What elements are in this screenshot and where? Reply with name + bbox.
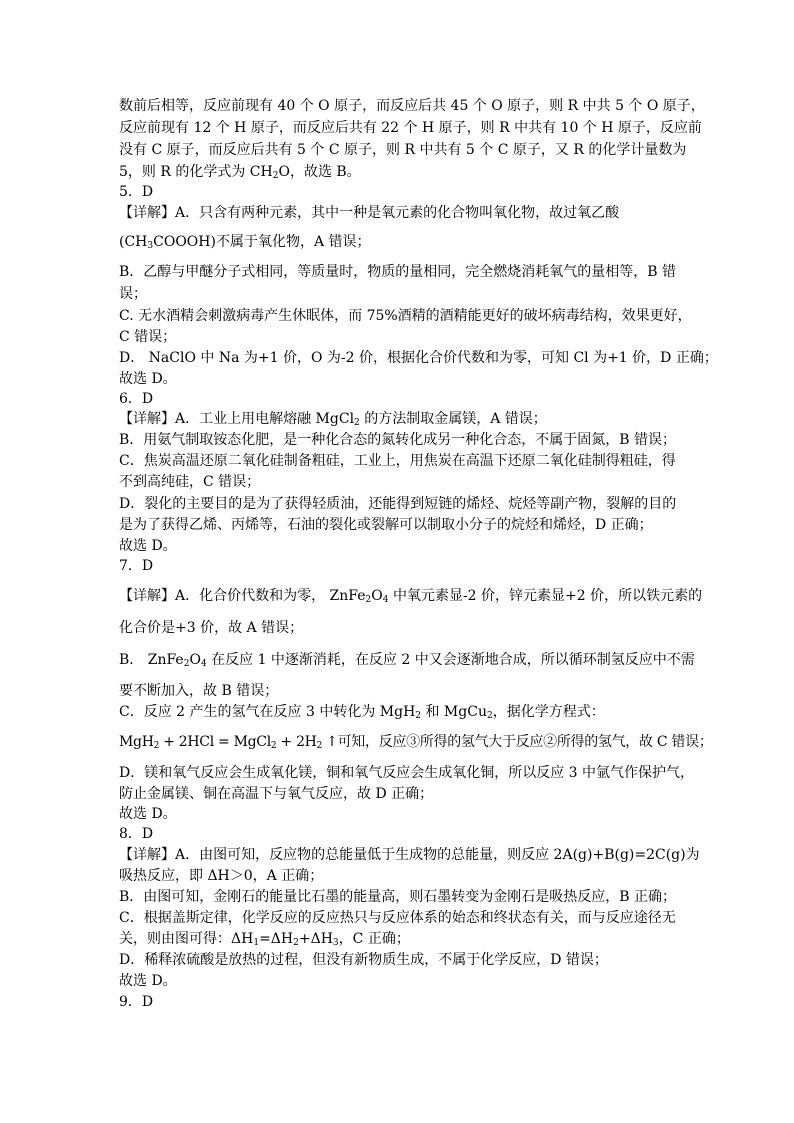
- text-line: 要不断加入，故 B 错误；: [119, 683, 279, 699]
- text-run: + 2HCl = MgCl: [159, 734, 271, 750]
- text-line: 反应前现有 12 个 H 原子，而反应后共有 22 个 H 原子，则 R 中共有 10 个 H 原子，反应前: [119, 120, 702, 136]
- subscript: 2: [365, 595, 372, 605]
- subscript: 2: [293, 938, 299, 948]
- text-line: 故选 D。: [119, 371, 177, 387]
- text-line: D．裂化的主要目的是为了获得轻质油，还能得到短链的烯烃、烷烃等副产物，裂解的目的: [119, 496, 677, 512]
- subscript: 2: [153, 741, 160, 751]
- text-line: [119, 931, 689, 947]
- subscript: 4: [200, 659, 207, 669]
- text-run: ↑可知，反应③所得的氢气大于反应②所得的氢气，故 C 错误；: [322, 734, 713, 750]
- text-line: C. 无水酒精会刺激病毒产生休眠体，而 75%酒精的酒精能更好的破坏病毒结构，效果更好，: [119, 308, 692, 324]
- text-run: +ΔH: [298, 931, 333, 947]
- text-line: B．用氨气制取铵态化肥，是一种化合态的氮转化成另一种化合态，不属于固氮，B 错误；: [119, 432, 677, 448]
- text-line: 【详解】A．由图可知，反应物的总能量低于生成物的总能量，则反应 2A(g)+B(g)=2C(g)为: [119, 847, 700, 863]
- subscript: 2: [486, 711, 493, 721]
- text-line: D．镁和氧气反应会生成氧化镁，铜和氧气反应会生成氧化铜，所以反应 3 中氩气作保护气，: [119, 765, 695, 781]
- text-run: MgH: [119, 734, 154, 750]
- answer-number: 5．D: [119, 184, 154, 200]
- subscript: 3: [332, 938, 339, 948]
- text-run: 和 MgCu: [421, 704, 487, 720]
- text-line: B．由图可知，金刚石的能量比石墨的能量高，则石墨转变为金刚石是吸热反应，B 正确；: [119, 889, 677, 905]
- text-line: 故选 D。: [119, 973, 177, 989]
- answer-number: 7．D: [119, 558, 154, 574]
- text-line: [119, 652, 695, 669]
- text-line: C．焦炭高温还原二氧化硅制备粗硅，工业上，用焦炭在高温下还原二氧化硅制得粗硅，得: [119, 453, 676, 469]
- text-line: 故选 D。: [119, 538, 177, 554]
- answer-number: 9．D: [119, 994, 154, 1010]
- answer-number: 6．D: [119, 391, 154, 407]
- text-line: [119, 704, 689, 720]
- text-line: 不到高纯硅，C 错误；: [119, 474, 261, 490]
- text-line: 吸热反应，即 ΔH＞0，A 正确；: [119, 868, 324, 884]
- text-run: 关，则由图可得：ΔH: [119, 931, 254, 947]
- text-line: 【详解】A．只含有两种元素，其中一种是氧元素的化合物叫氧化物，故过氧乙酸: [119, 205, 620, 221]
- answer-number: 8．D: [119, 826, 154, 842]
- subscript: 3: [147, 241, 154, 251]
- text-run: 中氧元素显-2 价，锌元素显+2 价，所以铁元素的: [388, 588, 703, 604]
- text-run: B． ZnFe: [119, 652, 184, 668]
- text-run: O，故选 B。: [278, 164, 361, 180]
- text-run: ，C 正确；: [338, 931, 410, 947]
- text-line: 误；: [119, 286, 147, 302]
- text-run: 的方法制取金属镁，A 错误；: [359, 411, 547, 427]
- text-line: 防止金属镁、铜在高温下与氧气反应，故 D 正确；: [119, 786, 434, 802]
- subscript: 2: [415, 711, 422, 721]
- subscript: 2: [354, 418, 360, 428]
- text-run: COOOH)不属于氧化物，A 错误；: [153, 234, 371, 250]
- text-run: O: [371, 588, 383, 604]
- text-run: 【详解】A．化合价代数和为零， ZnFe: [119, 588, 366, 604]
- text-run: C．反应 2 产生的氢气在反应 3 中转化为 MgH: [119, 704, 416, 720]
- text-line: D．稀释浓硫酸是放热的过程，但没有新物质生成，不属于化学反应，D 错误；: [119, 952, 608, 968]
- chemical-equation: [119, 734, 713, 751]
- subscript: 1: [253, 938, 260, 948]
- text-run: + 2H: [276, 734, 317, 750]
- text-line: [119, 234, 689, 250]
- text-run: 【详解】A．工业上用电解熔融 MgCl: [119, 411, 355, 427]
- subscript: 2: [272, 171, 279, 181]
- text-run: O: [189, 652, 201, 668]
- text-run: 在反应 1 中逐渐消耗，在反应 2 中又会逐渐地合成，所以循环制氢反应中不需: [206, 652, 695, 668]
- text-line: 数前后相等，反应前现有 40 个 O 原子，而反应后共 45 个 O 原子，则 R 中共 5 个 O 原子，: [119, 98, 705, 114]
- text-line: C 错误；: [119, 329, 177, 345]
- text-line: C．根据盖斯定律，化学反应的反应热只与反应体系的始态和终状态有关，而与反应途径无: [119, 910, 676, 926]
- text-line: B．乙醇与甲醚分子式相同，等质量时，物质的量相同，完全燃烧消耗氧气的量相等，B 错: [119, 264, 677, 280]
- text-line: [119, 164, 689, 180]
- subscript: 2: [316, 741, 323, 751]
- text-line: D． NaClO 中 Na 为+1 价，O 为-2 价，根据化合价代数和为零，可知 Cl 为+1 价，D 正确；: [119, 350, 718, 366]
- subscript: 2: [183, 659, 190, 669]
- text-run: (CH: [119, 234, 148, 250]
- text-run: 5，则 R 的化学式为 CH: [119, 164, 273, 180]
- text-line: [119, 411, 689, 427]
- text-line: 没有 C 原子，而反应后共有 5 个 C 原子，则 R 中共有 5 个 C 原子，又 R 的化学计量数为: [119, 142, 687, 158]
- text-run: ，据化学方程式：: [492, 704, 605, 720]
- text-line: 化合价是+3 价，故 A 错误；: [119, 620, 304, 636]
- subscript: 4: [382, 595, 389, 605]
- text-run: =ΔH: [259, 931, 294, 947]
- text-line: 是为了获得乙烯、丙烯等，石油的裂化或裂解可以制取小分子的烷烃和烯烃，D 正确；: [119, 517, 653, 533]
- text-line: [119, 588, 703, 605]
- subscript: 2: [270, 741, 277, 751]
- answer-number: 故选 D。: [119, 806, 177, 822]
